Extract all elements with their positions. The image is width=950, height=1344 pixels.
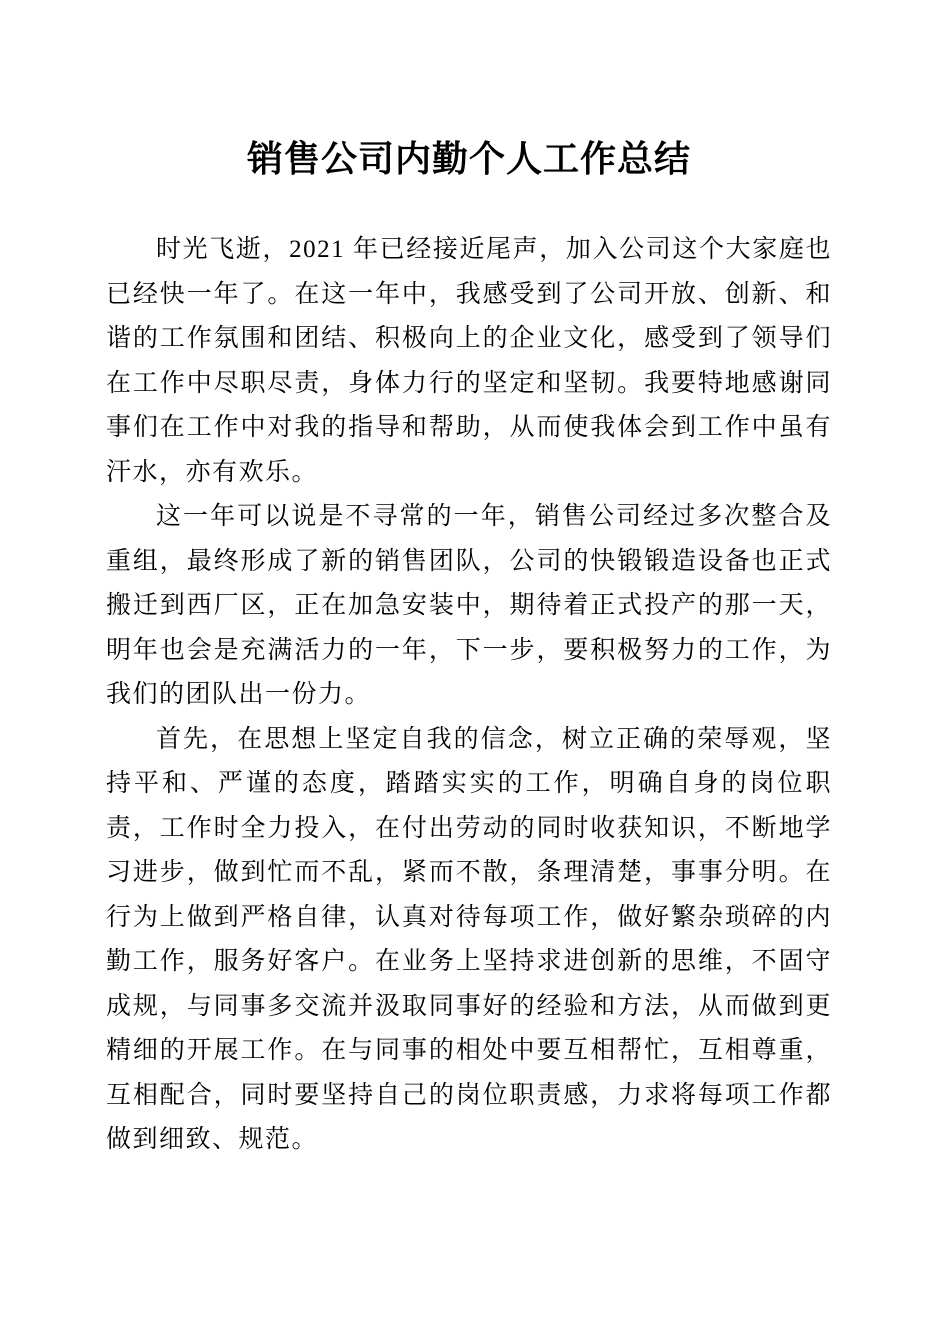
document-body <box>106 228 832 1163</box>
document-title: 销售公司内勤个人工作总结 <box>246 139 691 179</box>
body-paragraph-2: 这一年可以说是不寻常的一年，销售公司经过多次整合及重组，最终形成了新的销售团队，公司的快锻锻造设备也正式搬迁到西厂区，正在加急安装中，期待着正式投产的那一天，明年也会是充满活力的一年，下一步，要积极努力的工作，为我们的团队出一份力。 <box>106 503 832 708</box>
body-paragraph-3: 首先，在思想上坚定自我的信念，树立正确的荣辱观，坚持平和、严谨的态度，踏踏实实的工作，明确自身的岗位职责，工作时全力投入，在付出劳动的同时收获知识，不断地学习进步，做到忙而不乱，紧而不散，条理清楚，事事分明。在行为上做到严格自律，认真对待每项工作，做好繁杂琐碎的内勤工作，服务好客户。在业务上坚持求进创新的思维，不固守成规，与同事多交流并汲取同事好的经验和方法，从而做到更精细的开展工作。在与同事的相处中要互相帮忙，互相尊重，互相配合，同时要坚持自己的岗位职责感，力求将每项工作都做到细致、规范。 <box>106 725 832 1153</box>
body-paragraph-1: 时光飞逝，2021 年已经接近尾声，加入公司这个大家庭也已经快一年了。在这一年中，我感受到了公司开放、创新、和谐的工作氛围和团结、积极向上的企业文化，感受到了领导们在工作中尽职尽责，身体力行的坚定和坚韧。我要特地感谢同事们在工作中对我的指导和帮助，从而使我体会到工作中虽有汗水，亦有欢乐。 <box>106 236 832 486</box>
